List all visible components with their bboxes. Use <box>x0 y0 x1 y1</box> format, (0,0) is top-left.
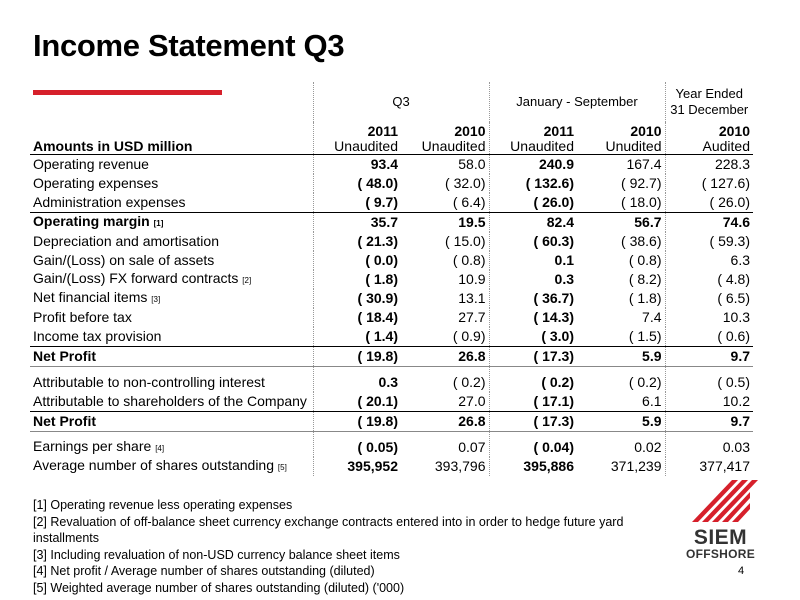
table-cell: 377,417 <box>699 458 750 474</box>
table-cell: ( 17.3) <box>489 347 577 367</box>
column-status: Unaudited <box>510 138 574 154</box>
table-cell: ( 48.0) <box>313 174 401 193</box>
table-cell: ( 0.04) <box>533 439 574 455</box>
footnote-2: [2] Revaluation of off-balance sheet currency exchange contracts entered into in order to hedge future yard installments <box>33 514 624 545</box>
footnote-5: [5] Weighted average number of shares outstanding (diluted) ('000) <box>33 580 405 595</box>
table-cell: ( 1.4) <box>313 327 401 347</box>
table-cell: 393,796 <box>401 457 489 476</box>
table-cell: 240.9 <box>538 156 574 172</box>
table-cell: ( 59.3) <box>709 233 750 249</box>
table-cell: 371,239 <box>577 457 665 476</box>
row-label-text: Net Profit <box>33 348 96 364</box>
column-header-5 <box>665 122 753 155</box>
footnote-ref: [5] <box>277 463 287 472</box>
table-row <box>30 308 753 327</box>
row-label-text: Operating revenue <box>33 156 149 172</box>
table-cell: 13.1 <box>401 289 489 308</box>
table-cell: ( 1.8) <box>577 289 665 308</box>
table-cell: 5.9 <box>577 347 665 367</box>
table-row <box>30 432 753 458</box>
row-label-text: Depreciation and amortisation <box>33 233 219 249</box>
table-cell: 27.0 <box>401 392 489 412</box>
column-status: Unaudited <box>421 138 486 154</box>
column-header-row <box>30 122 753 155</box>
footnote-1: [1] Operating revenue less operating expenses <box>33 498 293 512</box>
table-cell: ( 17.1) <box>489 392 577 412</box>
footnote-3: [3] Including revaluation of non-USD currency balance sheet items <box>33 547 400 562</box>
table-cell: ( 32.0) <box>401 174 489 193</box>
table-cell: 0.3 <box>313 367 401 393</box>
group-year-ended <box>665 82 753 122</box>
row-label <box>30 412 313 432</box>
row-label-text: Profit before tax <box>33 309 132 325</box>
row-label-text: Income tax provision <box>33 328 162 344</box>
table-cell: ( 9.7) <box>313 193 401 213</box>
table-cell: 228.3 <box>714 156 750 172</box>
table-cell: ( 19.8) <box>313 347 401 367</box>
logo-line-2: OFFSHORE <box>685 547 756 561</box>
table-cell: ( 21.3) <box>313 232 401 251</box>
row-label <box>30 174 313 193</box>
table-row <box>30 457 753 476</box>
row-label <box>30 367 313 393</box>
row-label-text: Net Profit <box>33 413 96 429</box>
group-jan-sep: January - September <box>489 82 665 122</box>
table-cell: 9.7 <box>665 412 753 432</box>
table-row <box>30 367 753 393</box>
table-cell: ( 6.5) <box>717 290 750 306</box>
table-cell: ( 132.6) <box>525 175 574 191</box>
row-label-text: Average number of shares outstanding <box>33 457 275 473</box>
row-label <box>30 155 313 175</box>
table-cell: ( 60.3) <box>533 233 574 249</box>
row-label <box>30 308 313 327</box>
table-row <box>30 392 753 412</box>
table-cell: ( 0.8) <box>401 251 489 270</box>
table-cell: ( 0.9) <box>401 327 489 347</box>
column-year: 2010 <box>630 123 662 139</box>
column-header-3 <box>489 122 577 155</box>
footnotes <box>33 497 653 596</box>
column-year: 2010 <box>454 123 486 139</box>
table-cell: 5.9 <box>577 412 665 432</box>
table-cell: ( 127.6) <box>701 175 750 191</box>
table-cell: 0.3 <box>554 271 574 287</box>
page-title: Income Statement Q3 <box>33 28 345 63</box>
table-cell: ( 19.8) <box>313 412 401 432</box>
table-cell: ( 18.4) <box>313 308 401 327</box>
column-header-1 <box>313 122 401 155</box>
column-header-2 <box>401 122 489 155</box>
row-label <box>30 270 313 289</box>
table-row <box>30 251 753 270</box>
group-q3: Q3 <box>313 82 489 122</box>
row-label-text: Operating expenses <box>33 175 159 191</box>
table-cell: 7.4 <box>577 308 665 327</box>
group-year-line-1: Year Ended <box>675 86 743 101</box>
table-cell: 10.2 <box>665 392 753 412</box>
table-cell: 9.7 <box>665 347 753 367</box>
footnote-ref: [4] <box>155 444 165 453</box>
table-row <box>30 232 753 251</box>
group-year-line-2: 31 December <box>670 102 749 117</box>
row-label <box>30 392 313 412</box>
table-row <box>30 347 753 367</box>
table-cell: ( 17.3) <box>489 412 577 432</box>
table-cell: 0.1 <box>554 252 574 268</box>
table-row <box>30 289 753 308</box>
row-label <box>30 213 313 233</box>
row-label <box>30 251 313 270</box>
table-cell: ( 38.6) <box>577 232 665 251</box>
column-year: 2011 <box>367 123 398 139</box>
table-cell: 10.9 <box>401 270 489 289</box>
footnote-4: [4] Net profit / Average number of shares outstanding (diluted) <box>33 564 375 578</box>
table-cell: 395,952 <box>313 457 401 476</box>
table-cell: 6.1 <box>577 392 665 412</box>
footnote-ref: [3] <box>151 295 161 304</box>
table-cell: 6.3 <box>730 252 750 268</box>
table-cell: ( 6.4) <box>401 193 489 213</box>
footnote-ref: [2] <box>242 276 252 285</box>
table-cell: ( 15.0) <box>401 232 489 251</box>
table-cell: ( 1.5) <box>577 327 665 347</box>
row-label-text: Attributable to non-controlling interest <box>33 374 265 390</box>
row-label-text: Attributable to shareholders of the Company <box>33 393 307 409</box>
table-row <box>30 213 753 233</box>
column-status: Unaudited <box>334 138 398 154</box>
siem-offshore-logo <box>683 528 758 561</box>
table-cell: 56.7 <box>577 213 665 233</box>
table-cell: ( 3.0) <box>489 327 577 347</box>
row-label-text: Net financial items <box>33 289 148 305</box>
table-cell: ( 0.0) <box>313 251 401 270</box>
row-label-text: Gain/(Loss) FX forward contracts <box>33 270 239 286</box>
table-cell: ( 4.8) <box>717 271 750 287</box>
table-cell: ( 0.05) <box>313 432 401 458</box>
table-cell: 26.8 <box>401 412 489 432</box>
column-group-row <box>30 82 753 122</box>
siem-logo-mark-icon <box>688 478 758 528</box>
table-row <box>30 174 753 193</box>
table-cell: ( 14.3) <box>533 309 574 325</box>
column-year: 2010 <box>718 123 750 139</box>
row-label <box>30 232 313 251</box>
table-cell: ( 20.1) <box>313 392 401 412</box>
table-cell: ( 36.7) <box>533 290 574 306</box>
table-cell: 58.0 <box>401 155 489 175</box>
table-cell: 395,886 <box>523 458 574 474</box>
row-label <box>30 457 313 476</box>
table-cell: 93.4 <box>313 155 401 175</box>
table-cell: ( 0.2) <box>401 367 489 393</box>
footnote-ref: [1] <box>153 219 164 228</box>
income-statement-table <box>30 82 753 476</box>
table-cell: 0.03 <box>722 439 750 455</box>
row-label <box>30 327 313 347</box>
table-cell: ( 18.0) <box>577 193 665 213</box>
table-cell: 0.02 <box>577 432 665 458</box>
table-cell: 27.7 <box>401 308 489 327</box>
row-label-text: Earnings per share <box>33 438 152 454</box>
table-cell: 82.4 <box>546 214 574 230</box>
table-cell: ( 0.8) <box>577 251 665 270</box>
table-cell: ( 92.7) <box>577 174 665 193</box>
column-header-4 <box>577 122 665 155</box>
row-label <box>30 432 313 458</box>
table-cell: ( 0.5) <box>717 374 750 390</box>
table-cell: 26.8 <box>401 347 489 367</box>
table-row <box>30 270 753 289</box>
table-cell: 35.7 <box>313 213 401 233</box>
table-row <box>30 155 753 175</box>
row-label <box>30 347 313 367</box>
row-label <box>30 193 313 213</box>
table-cell: ( 1.8) <box>313 270 401 289</box>
row-label-header: Amounts in USD million <box>30 122 313 155</box>
row-label-text: Administration expenses <box>33 194 186 210</box>
table-cell: ( 0.2) <box>577 367 665 393</box>
column-year: 2011 <box>543 123 574 139</box>
table-cell: 167.4 <box>577 155 665 175</box>
row-label-text: Gain/(Loss) on sale of assets <box>33 252 215 268</box>
page-number: 4 <box>738 565 745 577</box>
table-cell: ( 0.6) <box>665 327 753 347</box>
column-status: Unudited <box>605 138 662 154</box>
table-cell: 10.3 <box>722 309 750 325</box>
table-cell: 19.5 <box>401 213 489 233</box>
table-row <box>30 412 753 432</box>
row-label <box>30 289 313 308</box>
table-row <box>30 327 753 347</box>
table-cell: 74.6 <box>722 214 750 230</box>
row-label-text: Operating margin <box>33 213 150 229</box>
table-cell: ( 30.9) <box>313 289 401 308</box>
logo-line-1: SIEM <box>693 526 748 549</box>
table-row <box>30 193 753 213</box>
table-cell: 0.07 <box>401 432 489 458</box>
column-status: Audited <box>702 138 750 154</box>
table-cell: ( 26.0) <box>489 193 577 213</box>
table-cell: ( 0.2) <box>541 374 574 390</box>
table-cell: ( 26.0) <box>665 193 753 213</box>
table-cell: ( 8.2) <box>577 270 665 289</box>
